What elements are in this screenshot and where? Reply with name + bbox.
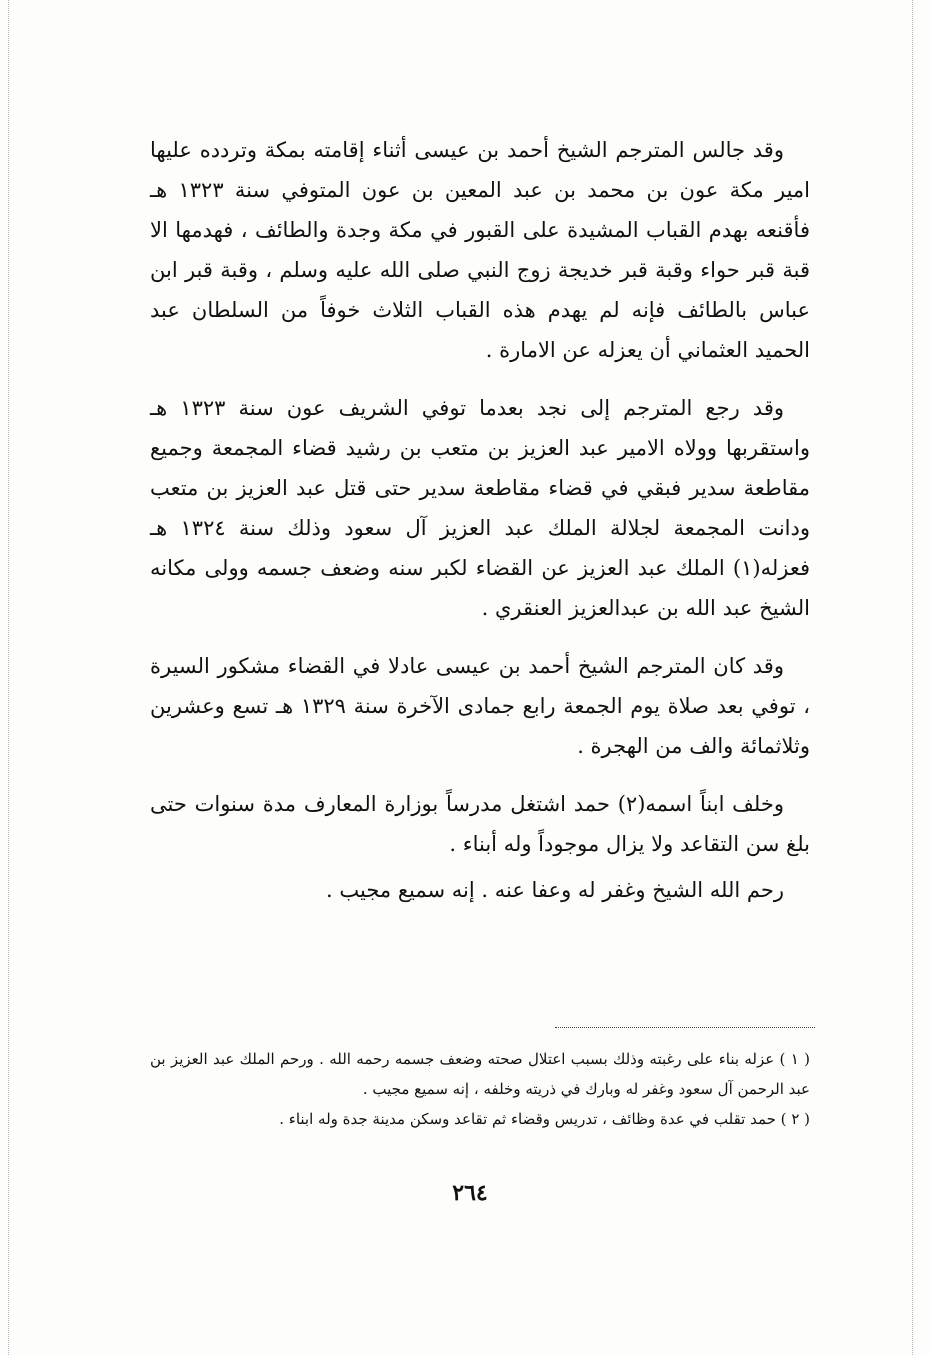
paragraph-2: وقد رجع المترجم إلى نجد بعدما توفي الشريف عون سنة ١٣٢٣ هـ واستقربها وولاه الامير عبد العزيز بن متعب بن رشيد قضاء المجمعة وجميع مقاطعة سدير فبقي في قضاء مقاطعة سدير حتى قتل عبد العزيز بن متعب ودانت المجمعة لجلالة الملك عبد العزيز آل سعود وذلك سنة ١٣٢٤ هـ فعزله(١) الملك عبد العزيز عن القضاء لكبر سنه وضعف جسمه وولى مكانه الشيخ عبد الله بن عبدالعزيز العنقري . — [150, 396, 810, 620]
closing-line: رحم الله الشيخ وغفر له وعفا عنه . إنه سميع مجيب . — [326, 878, 784, 902]
footnote-separator — [555, 1027, 815, 1028]
paragraph-1: وقد جالس المترجم الشيخ أحمد بن عيسى أثناء إقامته بمكة وتردده عليها امير مكة عون بن محمد بن عبد المعين بن عون المتوفي سنة ١٣٢٣ هـ فأقنعه بهدم القباب المشيدة على القبور في مكة وجدة والطائف ، فهدمها الا قبة قبر حواء وقبة قبر خديجة زوج النبي صلى الله عليه وسلم ، وقبة قبر ابن عباس بالطائف فإنه لم يهدم هذه القباب الثلاث خوفاً من السلطان عبد الحميد العثماني أن يعزله عن الامارة . — [150, 138, 810, 362]
footnote-1: ( ١ ) عزله بناء على رغبته وذلك بسبب اعتلال صحته وضعف جسمه رحمه الله . ورحم الملك عبد العزيز بن عبد الرحمن آل سعود وغفر له وبارك في ذريته وخلفه ، إنه سميع مجيب . — [150, 1050, 810, 1098]
main-text — [150, 130, 810, 928]
footnote-2: ( ٢ ) حمد تقلب في عدة وظائف ، تدريس وقضاء ثم تقاعد وسكن مدينة جدة وله ابناء . — [279, 1110, 810, 1128]
paragraph-4: وخلف ابناً اسمه(٢) حمد اشتغل مدرساً بوزارة المعارف مدة سنوات حتى بلغ سن التقاعد ولا يزال موجوداً وله أبناء . — [150, 792, 810, 856]
scan-edge-left — [8, 0, 9, 1355]
page-number: ٢٦٤ — [452, 1180, 488, 1206]
scan-edge-right — [912, 0, 913, 1355]
footnotes — [150, 1044, 810, 1134]
paragraph-3: وقد كان المترجم الشيخ أحمد بن عيسى عادلا في القضاء مشكور السيرة ، توفي بعد صلاة يوم الجمعة رابع جمادى الآخرة سنة ١٣٢٩ هـ تسع وعشرين وثلاثمائة والف من الهجرة . — [150, 654, 810, 758]
